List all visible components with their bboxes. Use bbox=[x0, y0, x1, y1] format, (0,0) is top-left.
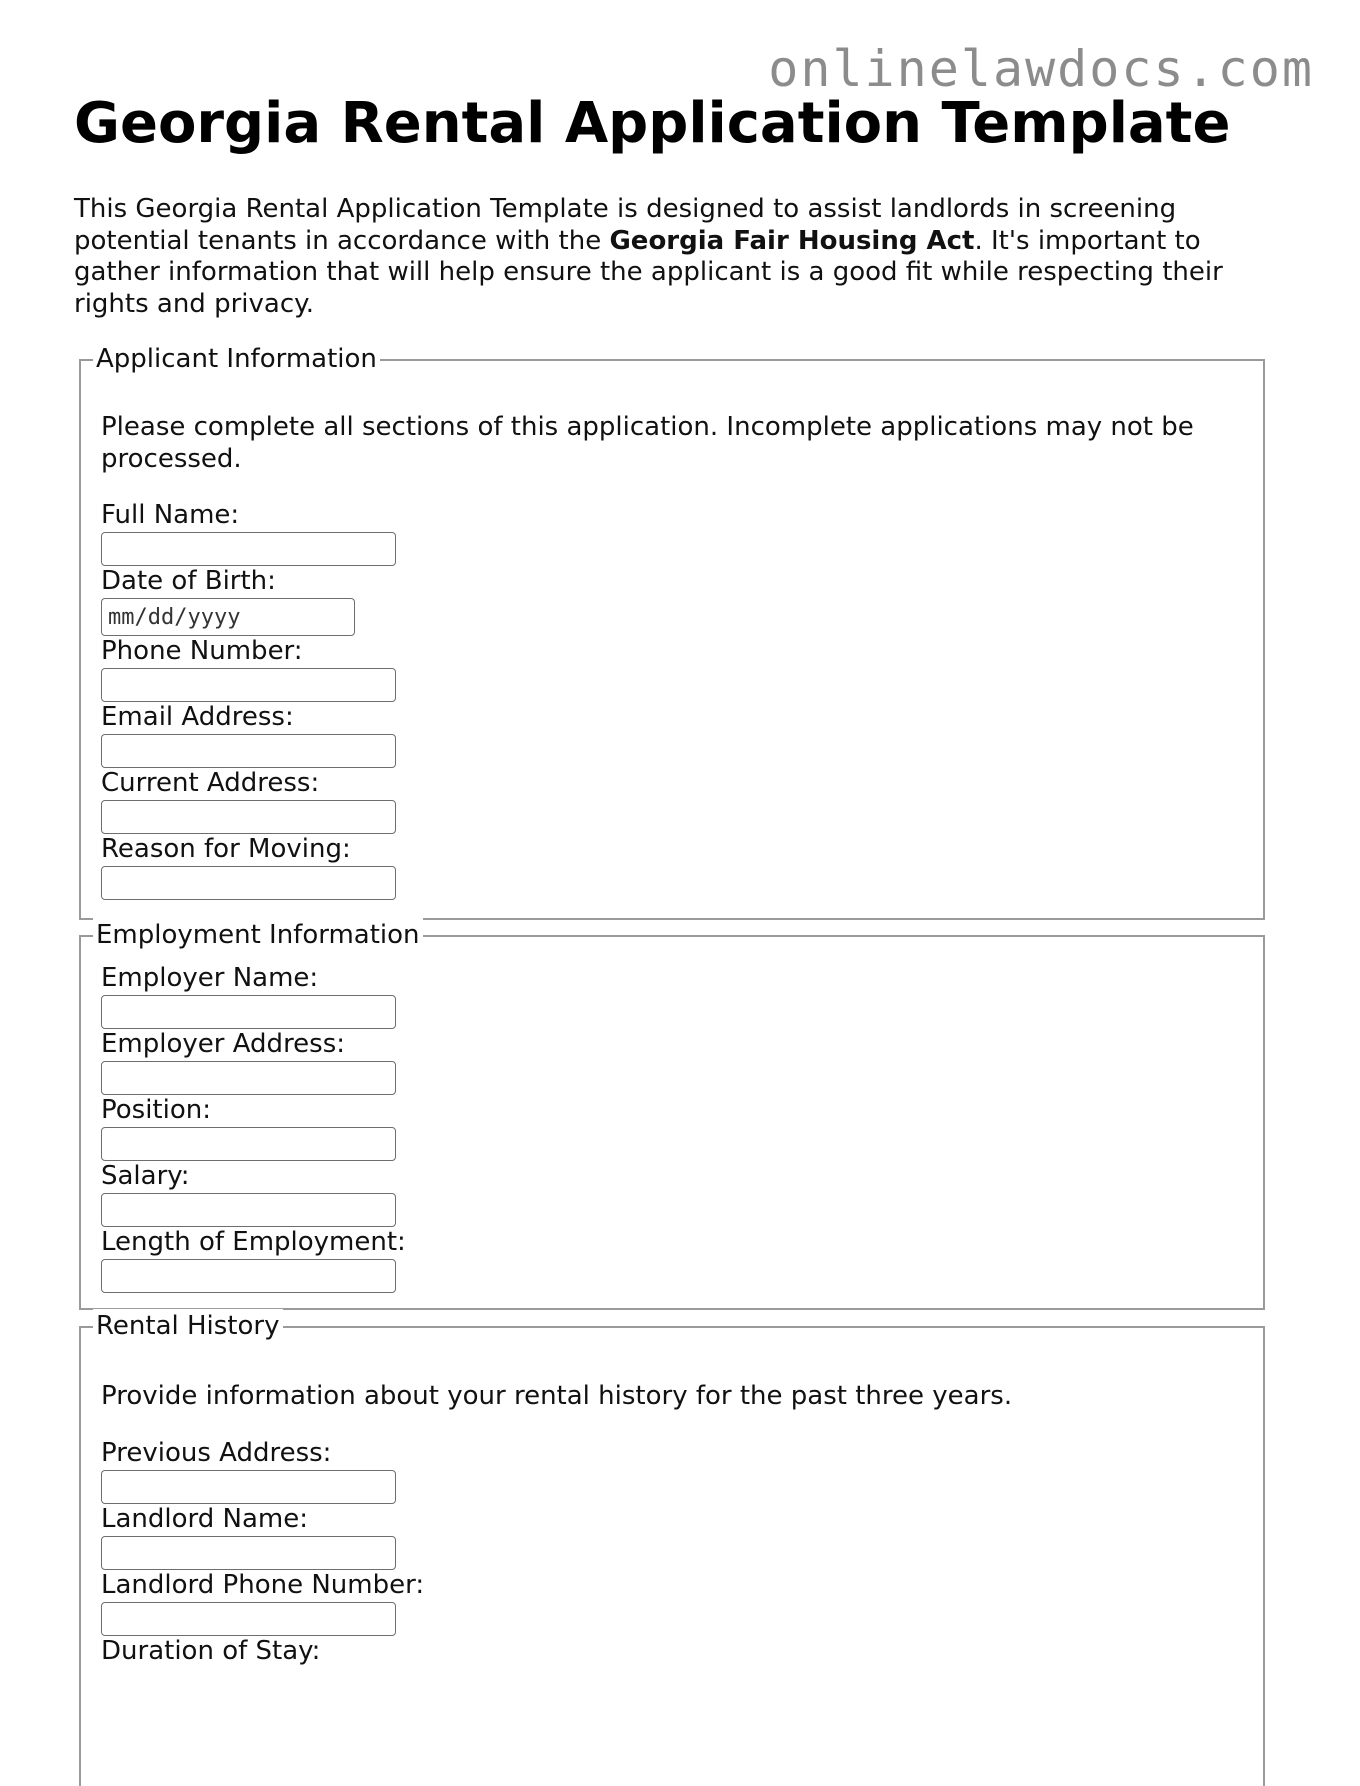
rental-history-instructions: Provide information about your rental history for the past three years. bbox=[101, 1381, 1013, 1411]
employer-address-input[interactable] bbox=[101, 1061, 396, 1095]
email-address-input[interactable] bbox=[101, 734, 396, 768]
employer-name-input[interactable] bbox=[101, 995, 396, 1029]
intro-text-start: This Georgia Rental Application Template is designed to assist landlords in screening potential tenants in accordance with the bbox=[74, 194, 1177, 256]
duration-of-stay-label: Duration of Stay: bbox=[101, 1636, 321, 1666]
landlord-phone-input[interactable] bbox=[101, 1602, 396, 1636]
intro-act-name: Georgia Fair Housing Act bbox=[609, 225, 975, 256]
landlord-name-label: Landlord Name: bbox=[101, 1504, 308, 1534]
full-name-field bbox=[101, 500, 396, 566]
length-of-employment-field bbox=[101, 1227, 406, 1293]
current-address-field bbox=[101, 768, 396, 834]
salary-input[interactable] bbox=[101, 1193, 396, 1227]
landlord-phone-field bbox=[101, 1570, 424, 1636]
previous-address-label: Previous Address: bbox=[101, 1438, 332, 1468]
employment-information-section bbox=[79, 920, 1265, 1310]
rental-history-section bbox=[79, 1311, 1265, 1786]
applicant-instructions: Please complete all sections of this application. Incomplete applications may not be processed. bbox=[101, 412, 1194, 474]
page-title: Georgia Rental Application Template bbox=[74, 91, 1231, 156]
reason-for-moving-label: Reason for Moving: bbox=[101, 834, 351, 864]
reason-for-moving-field bbox=[101, 834, 396, 900]
position-field bbox=[101, 1095, 396, 1161]
site-watermark: onlinelawdocs.com bbox=[768, 40, 1314, 98]
position-input[interactable] bbox=[101, 1127, 396, 1161]
duration-of-stay-field bbox=[101, 1636, 320, 1666]
salary-field bbox=[101, 1161, 396, 1227]
date-of-birth-input[interactable] bbox=[101, 598, 355, 636]
applicant-information-section bbox=[79, 344, 1265, 920]
length-of-employment-input[interactable] bbox=[101, 1259, 396, 1293]
landlord-phone-label: Landlord Phone Number: bbox=[101, 1570, 425, 1600]
date-of-birth-label: Date of Birth: bbox=[101, 566, 276, 596]
applicant-information-legend: Applicant Information bbox=[93, 342, 380, 376]
current-address-input[interactable] bbox=[101, 800, 396, 834]
employer-address-label: Employer Address: bbox=[101, 1029, 346, 1059]
phone-number-input[interactable] bbox=[101, 668, 396, 702]
intro-text-end: . It's important to gather information that will help ensure the applicant is a good fit while respecting their rights and privacy. bbox=[74, 225, 1223, 319]
current-address-label: Current Address: bbox=[101, 768, 320, 798]
email-address-field bbox=[101, 702, 396, 768]
previous-address-input[interactable] bbox=[101, 1470, 396, 1504]
rental-history-legend: Rental History bbox=[93, 1309, 283, 1343]
employer-name-field bbox=[101, 963, 396, 1029]
employer-address-field bbox=[101, 1029, 396, 1095]
intro-paragraph bbox=[74, 194, 1254, 320]
full-name-input[interactable] bbox=[101, 532, 396, 566]
phone-number-field bbox=[101, 636, 396, 702]
previous-address-field bbox=[101, 1438, 396, 1504]
date-of-birth-field bbox=[101, 566, 355, 636]
employer-name-label: Employer Name: bbox=[101, 963, 319, 993]
salary-label: Salary: bbox=[101, 1161, 190, 1191]
phone-number-label: Phone Number: bbox=[101, 636, 303, 666]
reason-for-moving-input[interactable] bbox=[101, 866, 396, 900]
position-label: Position: bbox=[101, 1095, 211, 1125]
length-of-employment-label: Length of Employment: bbox=[101, 1227, 406, 1257]
landlord-name-field bbox=[101, 1504, 396, 1570]
email-address-label: Email Address: bbox=[101, 702, 294, 732]
employment-information-legend: Employment Information bbox=[93, 918, 423, 952]
full-name-label: Full Name: bbox=[101, 500, 240, 530]
landlord-name-input[interactable] bbox=[101, 1536, 396, 1570]
